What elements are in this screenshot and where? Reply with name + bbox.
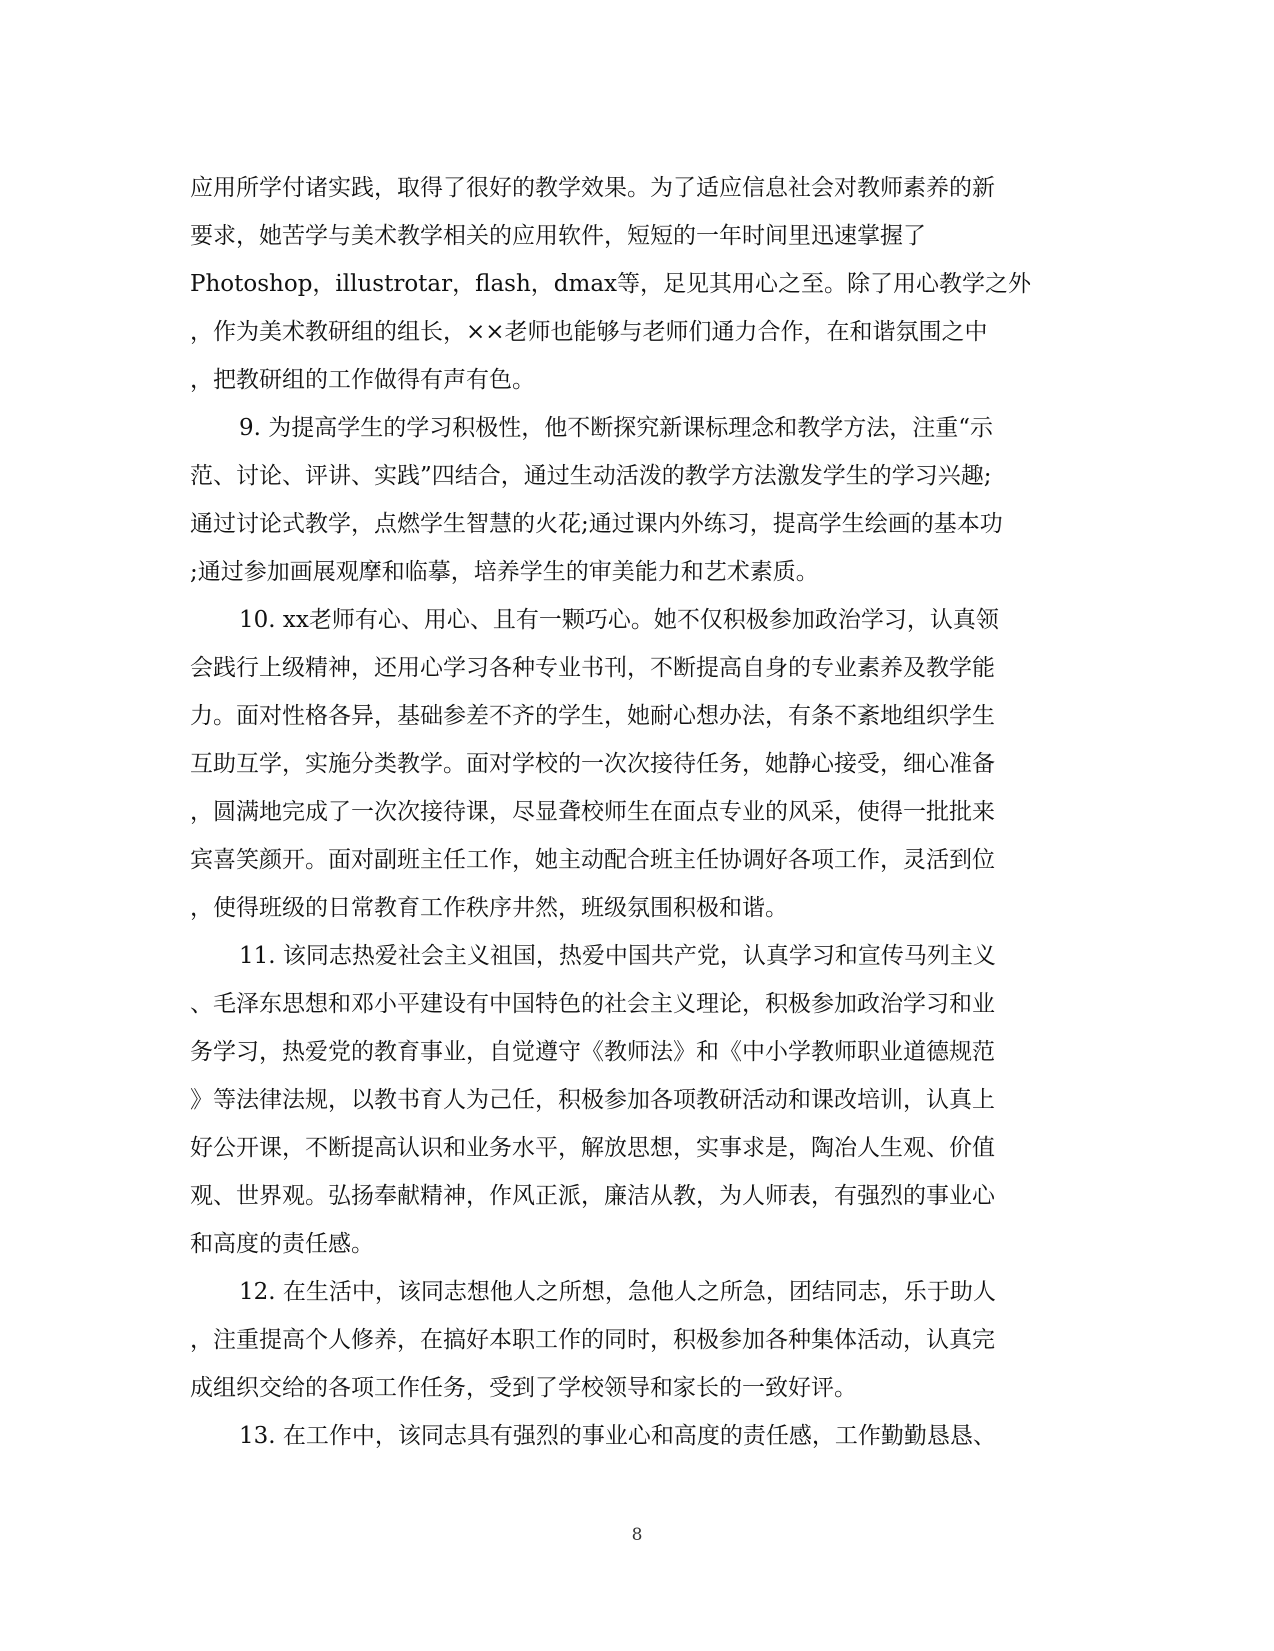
text-line: 好公开课，不断提高认识和业务水平，解放思想，实事求是，陶冶人生观、价值 — [190, 1135, 995, 1161]
text-line: 范、讨论、评讲、实践”四结合，通过生动活泼的教学方法激发学生的学习兴趣; — [190, 463, 992, 489]
text-line: 应用所学付诸实践，取得了很好的教学效果。为了适应信息社会对教师素养的新 — [190, 175, 995, 201]
text-line: ，作为美术教研组的组长，××老师也能够与老师们通力合作，在和谐氛围之中 — [190, 319, 988, 345]
text-line: 10. xx老师有心、用心、且有一颗巧心。她不仅积极参加政治学习，认真领 — [239, 607, 999, 633]
text-line: 通过讨论式教学，点燃学生智慧的火花;通过课内外练习，提高学生绘画的基本功 — [190, 511, 1003, 537]
text-line: 和高度的责任感。 — [190, 1231, 374, 1257]
text-line: ，圆满地完成了一次次接待课，尽显聋校师生在面点专业的风采，使得一批批来 — [190, 799, 995, 825]
text-line: 》等法律法规，以教书育人为己任，积极参加各项教研活动和课改培训，认真上 — [190, 1087, 995, 1113]
text-line: 成组织交给的各项工作任务，受到了学校领导和家长的一致好评。 — [190, 1375, 857, 1401]
page-number: 8 — [631, 1525, 643, 1545]
text-line: 互助互学，实施分类教学。面对学校的一次次接待任务，她静心接受，细心准备 — [190, 751, 995, 777]
text-line: ，注重提高个人修养，在搞好本职工作的同时，积极参加各种集体活动，认真完 — [190, 1327, 995, 1353]
text-line: 13. 在工作中，该同志具有强烈的事业心和高度的责任感，工作勤勤恳恳、 — [239, 1423, 996, 1449]
text-line: ;通过参加画展观摩和临摹，培养学生的审美能力和艺术素质。 — [190, 559, 819, 585]
text-line: 宾喜笑颜开。面对副班主任工作，她主动配合班主任协调好各项工作，灵活到位 — [190, 847, 995, 873]
text-line: ，把教研组的工作做得有声有色。 — [190, 367, 535, 393]
text-line: 务学习，热爱党的教育事业，自觉遵守《教师法》和《中小学教师职业道德规范 — [190, 1039, 995, 1065]
text-line: 会践行上级精神，还用心学习各种专业书刊，不断提高自身的专业素养及教学能 — [190, 655, 995, 681]
document-body — [190, 164, 1075, 1460]
text-line: 观、世界观。弘扬奉献精神，作风正派，廉洁从教，为人师表，有强烈的事业心 — [190, 1183, 995, 1209]
text-line: 、毛泽东思想和邓小平建设有中国特色的社会主义理论，积极参加政治学习和业 — [190, 991, 995, 1017]
text-line: 要求，她苦学与美术教学相关的应用软件，短短的一年时间里迅速掌握了 — [190, 223, 926, 249]
text-line: 9. 为提高学生的学习积极性，他不断探究新课标理念和教学方法，注重“示 — [239, 415, 994, 441]
text-line: 力。面对性格各异，基础参差不齐的学生，她耐心想办法，有条不紊地组织学生 — [190, 703, 995, 729]
text-line: 11. 该同志热爱社会主义祖国，热爱中国共产党，认真学习和宣传马列主义 — [239, 943, 996, 969]
text-line: 12. 在生活中，该同志想他人之所想，急他人之所急，团结同志，乐于助人 — [239, 1279, 996, 1305]
text-line: ，使得班级的日常教育工作秩序井然，班级氛围积极和谐。 — [190, 895, 788, 921]
text-line: Photoshop，illustrotar，flash，dmax等，足见其用心之至。除了用心教学之外 — [190, 271, 1032, 297]
